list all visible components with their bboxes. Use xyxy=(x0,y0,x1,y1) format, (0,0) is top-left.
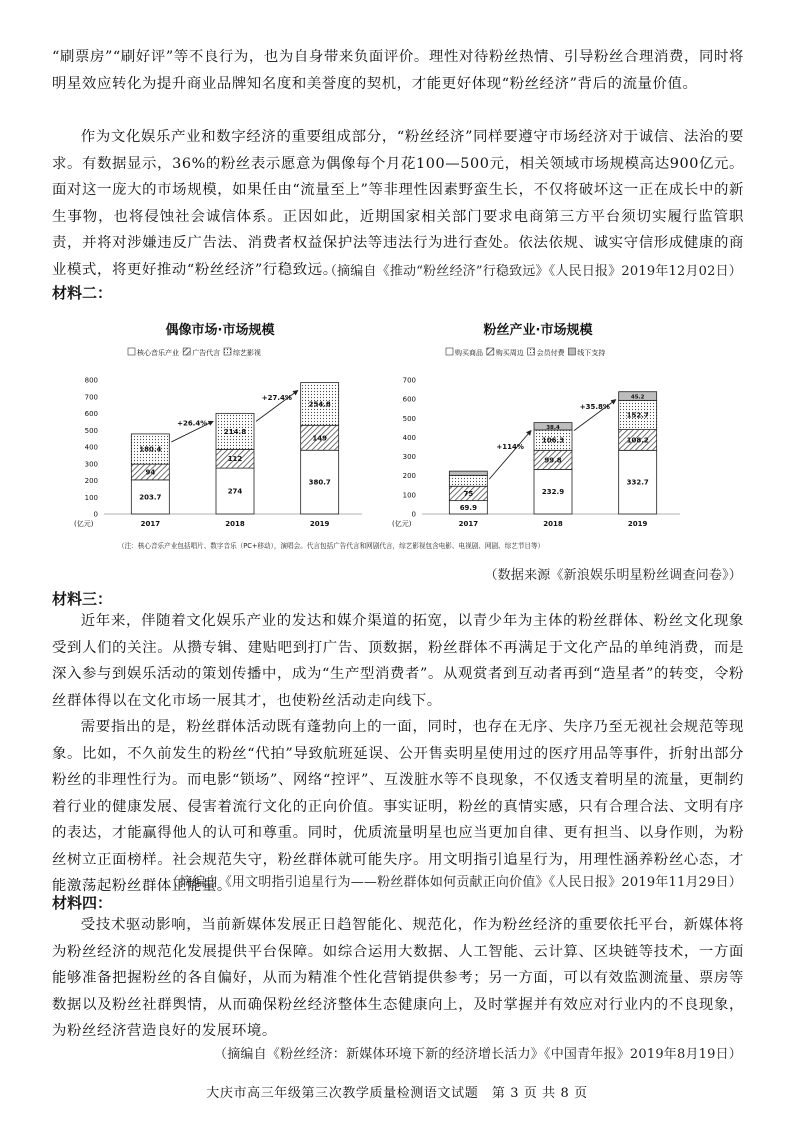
source-citation-1: （摘编自《推动“粉丝经济”行稳致远》《人民日报》2019年12月02日） xyxy=(323,264,742,279)
y-tick-label-4: 400 xyxy=(84,443,98,452)
growth-label-0: +26.4% xyxy=(177,419,208,428)
data-label-2-0: 332.7 xyxy=(626,478,649,487)
legend-swatch-1 xyxy=(487,348,494,355)
paragraph-new-media: 受技术驱动影响，当前新媒体发展正日趋智能化、规范化，作为粉丝经济的重要依托平台，新媒体将为粉丝经济的规范化发展提供平台保障。如综合运用大数据、人工智能、云计算、区块链等技术，一方面能够准备把握粉丝的各自偏好，从而为精准个性化营销提供参考；另一方面，可以有效监测流量、票房等数据以及粉丝社群舆情，从而确保粉丝经济整体生态健康向上，及时掌握并有效应对行业内的不良现象，为粉丝经济营造良好的发展环境。 xyxy=(52,917,744,1039)
data-label-0-0: 203.7 xyxy=(139,493,162,502)
data-label-1-2: 106.3 xyxy=(541,436,565,445)
data-label-0-1: 75 xyxy=(463,489,474,498)
legend-swatch-2 xyxy=(528,348,535,355)
chart-fan-industry xyxy=(388,318,688,544)
y-tick-label-4: 400 xyxy=(402,433,416,442)
source-citation-4: （摘编自《粉丝经济：新媒体环境下新的经济增长活力》《中国青年报》2019年8月19日） xyxy=(214,1047,742,1062)
legend-label-0: 核心音乐产业 xyxy=(137,349,179,357)
growth-label-0: +114% xyxy=(496,442,524,451)
data-label-2-2: 152.7 xyxy=(626,411,649,420)
y-tick-label-0: 0 xyxy=(411,510,416,519)
legend-label-3: 线下支持 xyxy=(577,349,606,357)
legend-swatch-1 xyxy=(183,348,190,355)
data-label-2-1: 108.2 xyxy=(626,436,649,445)
y-tick-label-7: 700 xyxy=(402,376,416,385)
bar-segment-0-2 xyxy=(449,475,487,486)
paragraph-intro-continued: “刷票房”“刷好评”等不良行为，也为自身带来负面评价。理性对待粉丝热情、引导粉丝合理消费，同时将明星效应转化为提升商业品牌知名度和美誉度的契机，才能更好体现“粉丝经济”背后的流量价值。 xyxy=(52,49,744,92)
legend-swatch-0 xyxy=(446,348,453,355)
legend-label-1: 广告代言 xyxy=(192,349,221,357)
material-2-heading: 材料二： xyxy=(52,284,113,302)
source-citation-3: （摘编自《用文明指引追星行为——粉丝群体如何贡献正向价值》《人民日报》2019年11月29日） xyxy=(165,875,742,890)
data-label-1-2: 214.8 xyxy=(223,427,247,436)
y-tick-label-3: 300 xyxy=(402,453,416,462)
data-label-1-0: 274 xyxy=(227,487,243,496)
chart-title: 偶像市场·市场规模 xyxy=(165,323,275,338)
data-label-0-0: 69.9 xyxy=(459,503,477,512)
paragraph-fan-groups: 近年来，伴随着文化娱乐产业的发达和媒介渠道的拓宽，以青少年为主体的粉丝群体、粉丝文化现象受到人们的关注。从攒专辑、建贴吧到打广告、顶数据，粉丝群体不再满足于文化产品的单纯消费，而是深入参与到娱乐活动的策划传播中，成为“生产型消费者”。从观赏者到互动者再到“造星者”的转变，令粉丝群体得以在文化市场一展其才，也使粉丝活动走向线下。 xyxy=(52,613,744,709)
y-tick-label-3: 300 xyxy=(84,460,98,469)
y-tick-label-5: 500 xyxy=(84,426,98,435)
data-label-2-1: 149 xyxy=(312,434,327,443)
material-4-heading: 材料四： xyxy=(52,894,113,912)
fan-industry-chart-svg xyxy=(388,318,688,540)
chart-data-source: （数据来源《新浪娱乐明星粉丝调查问卷》） xyxy=(484,568,742,583)
x-tick-label-2: 2019 xyxy=(309,520,330,528)
data-label-2-2: 254.8 xyxy=(308,400,331,409)
y-unit-label: (亿元) xyxy=(392,520,412,528)
data-label-1-3: 38.4 xyxy=(546,424,560,431)
paragraph-fan-economy-law: 作为文化娱乐产业和数字经济的重要组成部分，“粉丝经济”同样要遵守市场经济对于诚信、法治的要求。有数据显示，36%的粉丝表示愿意为偶像每个月花100—500元，相关领域市场规模高达900亿元。面对这一庞大的市场规模，如果任由“流量至上”等非理性因素野蛮生长，不仅将破坏这一正在成长中的新生事物，也将侵蚀社会诚信体系。正因如此，近期国家相关部门要求电商第三方平台须切实履行监管职责，并将对涉嫌违反广告法、消费者权益保护法等违法行为进行查处。依法依规、诚实守信形成健康的商业模式，将更好推动“粉丝经济”行稳致远。 xyxy=(52,129,744,278)
y-tick-label-5: 500 xyxy=(402,414,416,423)
x-tick-label-1: 2018 xyxy=(543,520,563,528)
chart-title: 粉丝产业·市场规模 xyxy=(483,323,593,338)
x-tick-label-2: 2019 xyxy=(627,520,648,528)
data-label-2-0: 380.7 xyxy=(308,478,331,487)
y-tick-label-7: 700 xyxy=(84,393,98,402)
legend-label-2: 综艺影视 xyxy=(233,349,261,357)
legend-label-0: 购买商品 xyxy=(455,349,483,357)
x-tick-label-0: 2017 xyxy=(140,520,161,528)
y-tick-label-6: 600 xyxy=(84,410,98,418)
growth-arrow-0 xyxy=(489,431,531,480)
data-label-0-2: 180.4 xyxy=(139,445,162,454)
legend-label-2: 会员付费 xyxy=(536,349,565,357)
legend-label-1: 购买周边 xyxy=(495,349,524,357)
data-label-2-3: 45.2 xyxy=(630,394,645,401)
paragraph-fan-norms: 需要指出的是，粉丝群体活动既有蓬勃向上的一面，同时，也存在无序、失序乃至无视社会规范等现象。比如，不久前发生的粉丝“代拍”导致航班延误、公开售卖明星使用过的医疗用品等事件，折射出部分粉丝的非理性行为。而电影“锁场”、网络“控评”、互泼脏水等不良现象，不仅透支着明星的流量，更制约着行业的健康发展、侵害着流行文化的正向价值。事实证明，粉丝的真情实感，只有合理合法、文明有序的表达，才能赢得他人的认可和尊重。同时，优质流量明星也应当更加自律、更有担当、以身作则，为粉丝树立正面榜样。社会规范失守，粉丝群体就可能失序。用文明指引追星行为，用理性涵养粉丝心态，才能激荡起粉丝群体正能量。 xyxy=(52,719,744,894)
growth-label-1: +35.8% xyxy=(579,403,610,412)
data-label-1-1: 112 xyxy=(227,455,243,464)
data-label-1-0: 232.9 xyxy=(541,488,565,497)
chart-idol-market xyxy=(70,318,370,544)
y-tick-label-1: 100 xyxy=(84,493,98,502)
page-footer: 大庆市高三年级第三次教学质量检测语文试题 第 3 页 共 8 页 xyxy=(206,1086,588,1101)
data-label-0-1: 94 xyxy=(145,468,156,477)
y-tick-label-6: 600 xyxy=(402,395,416,404)
chart-footnote: （注：核心音乐产业包括唱片、数字音乐（PC+移动），演唱会。代言包括广告代言和网剧代言，综艺影视包含电影、电视剧、网剧、综艺节目等） xyxy=(118,542,545,550)
legend-swatch-3 xyxy=(568,348,575,355)
idol-market-chart-svg xyxy=(70,318,370,540)
legend-swatch-2 xyxy=(224,348,231,355)
growth-label-1: +27.4% xyxy=(261,393,292,402)
legend-swatch-0 xyxy=(128,348,135,355)
y-unit-label: (亿元) xyxy=(74,520,94,528)
y-tick-label-2: 200 xyxy=(84,477,98,485)
x-tick-label-0: 2017 xyxy=(458,520,479,528)
y-tick-label-8: 800 xyxy=(84,376,98,385)
bar-segment-0-3 xyxy=(449,471,487,475)
y-tick-label-2: 200 xyxy=(402,472,416,481)
y-tick-label-0: 0 xyxy=(93,510,98,519)
x-tick-label-1: 2018 xyxy=(225,520,245,528)
material-3-heading: 材料三： xyxy=(52,590,113,608)
y-tick-label-1: 100 xyxy=(402,491,416,500)
data-label-1-1: 99.8 xyxy=(544,456,562,465)
